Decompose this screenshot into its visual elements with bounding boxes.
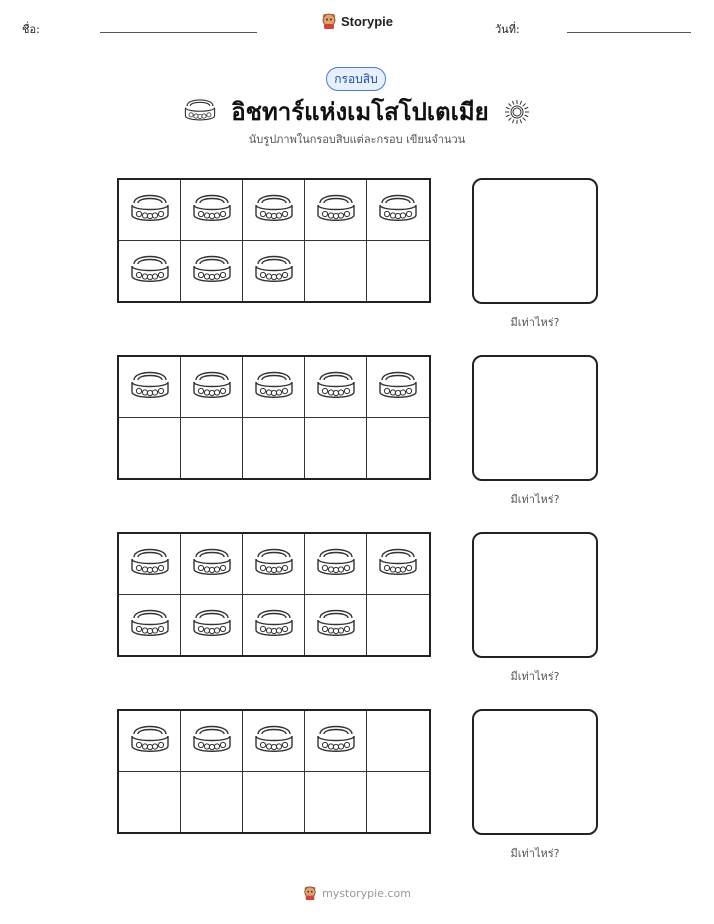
frame-cell [181, 418, 243, 479]
answer-box-3[interactable] [472, 532, 598, 658]
frame-cell [119, 595, 181, 656]
ring-icon [377, 191, 419, 229]
frame-cell [181, 241, 243, 302]
frame-cell [181, 357, 243, 418]
frame-cell [305, 180, 367, 241]
footer [0, 885, 714, 901]
ring-icon [191, 252, 233, 290]
ring-icon [315, 368, 357, 406]
answer-box-1[interactable] [472, 178, 598, 304]
frame-cell [243, 772, 305, 833]
ring-icon [129, 252, 171, 290]
frame-cell [367, 241, 429, 302]
answer-box-2[interactable] [472, 355, 598, 481]
ring-icon [253, 191, 295, 229]
frame-cell [243, 357, 305, 418]
ring-icon [191, 722, 233, 760]
ring-icon [253, 606, 295, 644]
answer-box-4[interactable] [472, 709, 598, 835]
page-title: อิชทาร์แห่งเมโสโปเตเมีย [231, 98, 489, 126]
brand-logo [0, 12, 714, 30]
ring-icon [129, 368, 171, 406]
frame-cell [243, 241, 305, 302]
frame-cell [305, 595, 367, 656]
ring-icon [315, 191, 357, 229]
ten-frame-2 [117, 355, 431, 480]
ring-icon [191, 606, 233, 644]
question-2: มีเท่าไหร่? [510, 493, 560, 506]
ring-icon [183, 96, 217, 128]
ring-icon [315, 606, 357, 644]
frame-cell [119, 772, 181, 833]
frame-cell [181, 534, 243, 595]
frame-cell [119, 711, 181, 772]
title-row [0, 92, 714, 131]
frame-cell [119, 418, 181, 479]
frame-cell [119, 534, 181, 595]
frame-cell [181, 711, 243, 772]
question-4: มีเท่าไหร่? [510, 847, 560, 860]
sun-icon [503, 98, 531, 126]
ring-icon [315, 722, 357, 760]
question-3: มีเท่าไหร่? [510, 670, 560, 683]
frame-cell [243, 180, 305, 241]
frame-cell [119, 357, 181, 418]
topic-badge: กรอบสิบ [326, 67, 386, 91]
frame-cell [367, 595, 429, 656]
ring-icon [315, 545, 357, 583]
frame-cell [367, 711, 429, 772]
frame-cell [243, 534, 305, 595]
question-1: มีเท่าไหร่? [510, 316, 560, 329]
frame-cell [367, 772, 429, 833]
frame-cell [367, 418, 429, 479]
frame-cell [119, 180, 181, 241]
frame-cell [119, 241, 181, 302]
ring-icon [253, 252, 295, 290]
ring-icon [191, 368, 233, 406]
frame-cell [305, 772, 367, 833]
frame-cell [367, 534, 429, 595]
ring-icon [129, 545, 171, 583]
instructions: นับรูปภาพในกรอบสิบแต่ละกรอบ เขียนจำนวน [248, 133, 466, 146]
frame-cell [305, 418, 367, 479]
ring-icon [253, 368, 295, 406]
brand-name: Storypie [340, 13, 393, 29]
frame-cell [305, 357, 367, 418]
name-line[interactable] [100, 32, 257, 33]
ring-icon [253, 545, 295, 583]
frame-cell [367, 180, 429, 241]
ten-frame-1 [117, 178, 431, 303]
frame-cell [305, 534, 367, 595]
footer-url: mystorypie.com [322, 886, 411, 900]
ring-icon [129, 606, 171, 644]
ring-icon [377, 368, 419, 406]
frame-cell [305, 241, 367, 302]
frame-cell [367, 357, 429, 418]
frame-cell [243, 711, 305, 772]
ring-icon [377, 545, 419, 583]
mascot-icon [303, 885, 317, 901]
ring-icon [129, 722, 171, 760]
name-label: ชื่อ: [22, 23, 40, 36]
ring-icon [253, 722, 295, 760]
frame-cell [181, 595, 243, 656]
ring-icon [191, 545, 233, 583]
ten-frame-3 [117, 532, 431, 657]
ten-frame-4 [117, 709, 431, 834]
frame-cell [181, 772, 243, 833]
frame-cell [243, 418, 305, 479]
date-label: วันที่: [495, 23, 520, 36]
ring-icon [129, 191, 171, 229]
frame-cell [305, 711, 367, 772]
ring-icon [191, 191, 233, 229]
frame-cell [243, 595, 305, 656]
mascot-icon [321, 12, 337, 30]
frame-cell [181, 180, 243, 241]
date-line[interactable] [567, 32, 691, 33]
